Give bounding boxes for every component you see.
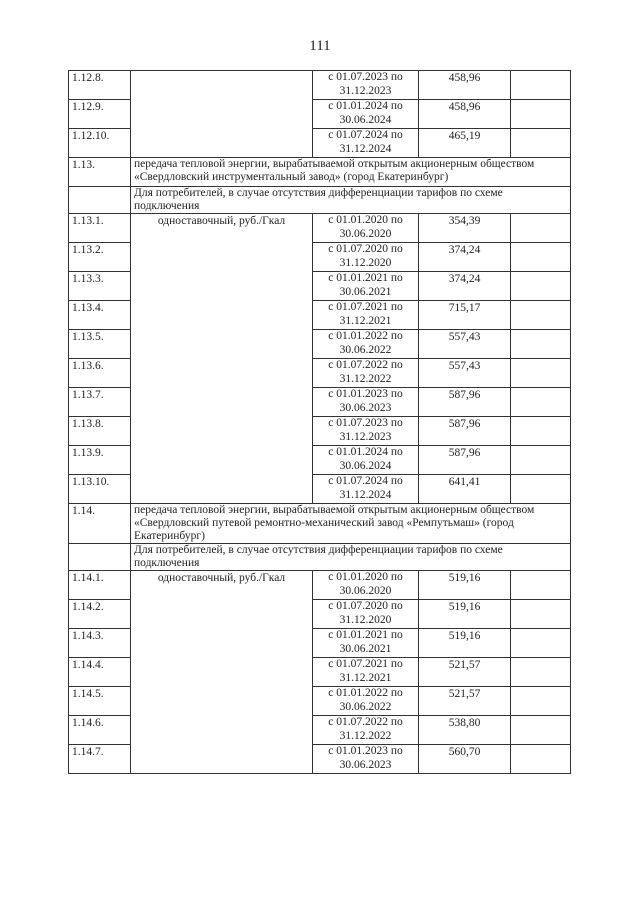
empty-cell — [511, 129, 571, 158]
tariff-value: 587,96 — [419, 388, 511, 417]
row-number: 1.13.9. — [69, 446, 131, 475]
tariff-value: 521,57 — [419, 687, 511, 716]
row-number: 1.13.10. — [69, 475, 131, 504]
period-cell: с 01.01.2023 по 30.06.2023 — [313, 745, 419, 774]
page-number: 111 — [309, 38, 331, 54]
table-row — [69, 571, 571, 600]
tariff-value: 519,16 — [419, 600, 511, 629]
tariff-value: 521,57 — [419, 658, 511, 687]
tariff-value: 374,24 — [419, 243, 511, 272]
period-cell: с 01.07.2024 по 31.12.2024 — [313, 129, 419, 158]
period-cell: с 01.01.2020 по 30.06.2020 — [313, 214, 419, 243]
row-number: 1.13.1. — [69, 214, 131, 243]
table-row — [69, 71, 571, 100]
period-cell: с 01.01.2023 по 30.06.2023 — [313, 388, 419, 417]
empty-cell — [511, 214, 571, 243]
empty-cell — [511, 446, 571, 475]
row-number: 1.14.5. — [69, 687, 131, 716]
row-number: 1.13.8. — [69, 417, 131, 446]
tariff-type-cell: одноставочный, руб./Гкал — [131, 571, 313, 774]
section-number: 1.13. — [69, 158, 131, 187]
row-number: 1.14.1. — [69, 571, 131, 600]
tariff-value: 519,16 — [419, 571, 511, 600]
period-cell: с 01.01.2021 по 30.06.2021 — [313, 272, 419, 301]
period-cell: с 01.01.2024 по 30.06.2024 — [313, 100, 419, 129]
empty-cell — [511, 687, 571, 716]
period-cell: с 01.07.2022 по 31.12.2022 — [313, 359, 419, 388]
tariff-value: 519,16 — [419, 629, 511, 658]
tariff-value: 560,70 — [419, 745, 511, 774]
period-cell: с 01.07.2022 по 31.12.2022 — [313, 716, 419, 745]
row-number: 1.13.7. — [69, 388, 131, 417]
empty-cell — [69, 187, 131, 214]
empty-cell — [511, 359, 571, 388]
empty-cell — [511, 629, 571, 658]
row-number: 1.14.7. — [69, 745, 131, 774]
row-number: 1.14.6. — [69, 716, 131, 745]
table-row — [69, 214, 571, 243]
empty-cell — [511, 272, 571, 301]
section-header-row — [69, 158, 571, 187]
row-number: 1.14.3. — [69, 629, 131, 658]
row-number: 1.13.6. — [69, 359, 131, 388]
section-number: 1.14. — [69, 504, 131, 544]
row-number: 1.12.9. — [69, 100, 131, 129]
row-number: 1.14.4. — [69, 658, 131, 687]
tariff-value: 458,96 — [419, 71, 511, 100]
section-title: передача тепловой энергии, вырабатываемой открытым акционерным обществом «Свердловский инструментальный завод» (город Екатеринбург) — [131, 158, 571, 187]
section-subheader-row — [69, 544, 571, 571]
row-number: 1.13.5. — [69, 330, 131, 359]
tariff-value: 641,41 — [419, 475, 511, 504]
period-cell: с 01.01.2024 по 30.06.2024 — [313, 446, 419, 475]
period-cell: с 01.07.2023 по 31.12.2023 — [313, 71, 419, 100]
row-number: 1.14.2. — [69, 600, 131, 629]
section-subtitle: Для потребителей, в случае отсутствия дифференциации тарифов по схеме подключения — [131, 187, 571, 214]
tariff-type-cell — [131, 71, 313, 158]
period-cell: с 01.07.2021 по 31.12.2021 — [313, 658, 419, 687]
tariff-value: 557,43 — [419, 330, 511, 359]
row-number: 1.13.2. — [69, 243, 131, 272]
empty-cell — [511, 600, 571, 629]
period-cell: с 01.07.2023 по 31.12.2023 — [313, 417, 419, 446]
empty-cell — [511, 100, 571, 129]
period-cell: с 01.01.2022 по 30.06.2022 — [313, 687, 419, 716]
tariff-value: 465,19 — [419, 129, 511, 158]
row-number: 1.12.8. — [69, 71, 131, 100]
section-subheader-row — [69, 187, 571, 214]
period-cell: с 01.07.2020 по 31.12.2020 — [313, 600, 419, 629]
tariff-value: 715,17 — [419, 301, 511, 330]
period-cell: с 01.01.2022 по 30.06.2022 — [313, 330, 419, 359]
section-title: передача тепловой энергии, вырабатываемой открытым акционерным обществом «Свердловский путевой ремонтно-механический завод «Ремпутьмаш» (город Екатеринбург) — [131, 504, 571, 544]
tariff-value: 587,96 — [419, 417, 511, 446]
empty-cell — [511, 745, 571, 774]
period-cell: с 01.01.2020 по 30.06.2020 — [313, 571, 419, 600]
section-subtitle: Для потребителей, в случае отсутствия дифференциации тарифов по схеме подключения — [131, 544, 571, 571]
empty-cell — [511, 571, 571, 600]
empty-cell — [511, 71, 571, 100]
empty-cell — [69, 544, 131, 571]
row-number: 1.12.10. — [69, 129, 131, 158]
tariff-value: 557,43 — [419, 359, 511, 388]
period-cell: с 01.07.2024 по 31.12.2024 — [313, 475, 419, 504]
empty-cell — [511, 301, 571, 330]
tariff-value: 374,24 — [419, 272, 511, 301]
empty-cell — [511, 716, 571, 745]
row-number: 1.13.3. — [69, 272, 131, 301]
tariff-value: 587,96 — [419, 446, 511, 475]
row-number: 1.13.4. — [69, 301, 131, 330]
tariff-table — [68, 70, 571, 774]
tariff-type-cell: одноставочный, руб./Гкал — [131, 214, 313, 504]
empty-cell — [511, 388, 571, 417]
period-cell: с 01.07.2021 по 31.12.2021 — [313, 301, 419, 330]
tariff-value: 458,96 — [419, 100, 511, 129]
tariff-value: 538,80 — [419, 716, 511, 745]
period-cell: с 01.07.2020 по 31.12.2020 — [313, 243, 419, 272]
period-cell: с 01.01.2021 по 30.06.2021 — [313, 629, 419, 658]
empty-cell — [511, 417, 571, 446]
section-header-row — [69, 504, 571, 544]
tariff-value: 354,39 — [419, 214, 511, 243]
empty-cell — [511, 330, 571, 359]
empty-cell — [511, 658, 571, 687]
empty-cell — [511, 243, 571, 272]
empty-cell — [511, 475, 571, 504]
